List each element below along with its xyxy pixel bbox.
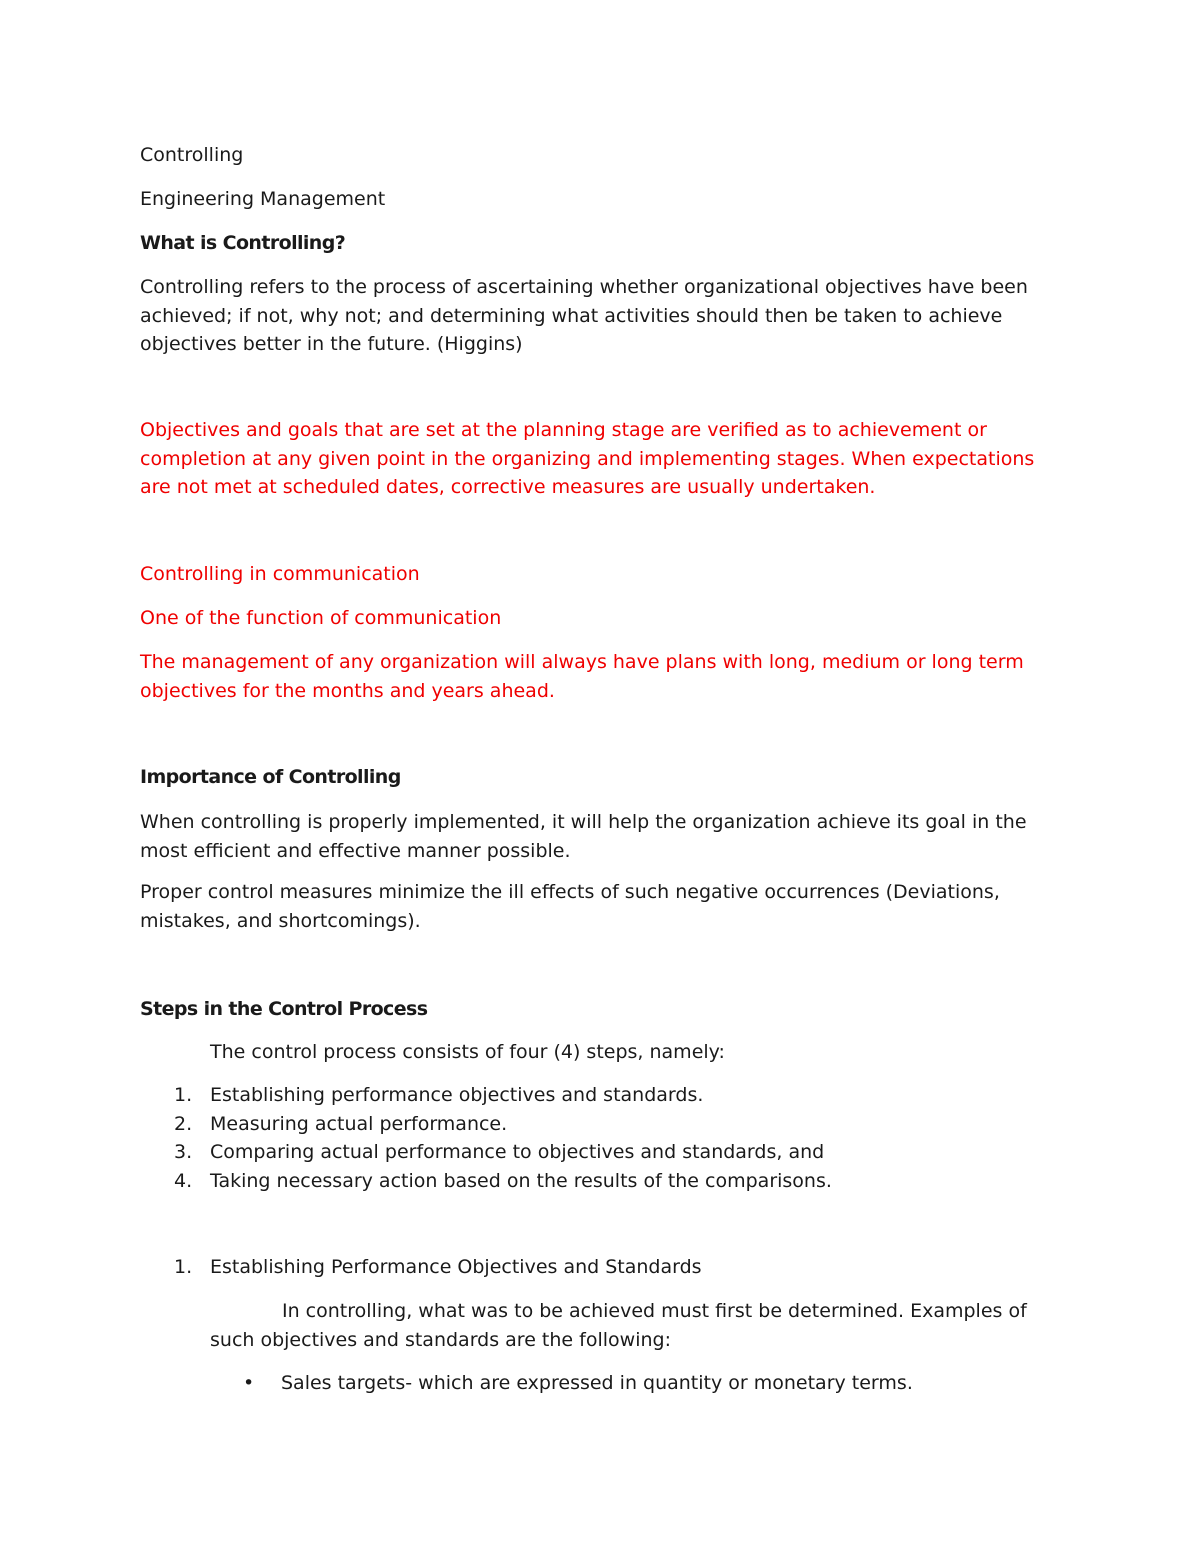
- document-subtitle: Engineering Management: [140, 188, 386, 210]
- list-item-text: Measuring actual performance.: [210, 1112, 508, 1135]
- list-item-number: 4.: [174, 1169, 193, 1192]
- management-plans-paragraph: The management of any organization will always have plans with long, medium or long term objectives for the months and years ahead.: [140, 651, 1024, 702]
- list-item-number: 2.: [174, 1112, 193, 1135]
- step-one-list: [140, 1253, 1040, 1282]
- list-item-text: Taking necessary action based on the results of the comparisons.: [210, 1169, 832, 1192]
- document-title: Controlling: [140, 144, 244, 166]
- list-item-number: 1.: [174, 1084, 193, 1106]
- heading-what-is-controlling: What is Controlling?: [140, 232, 346, 254]
- controlling-in-communication-line: Controlling in communication: [140, 563, 420, 585]
- list-item: [140, 1253, 1040, 1282]
- function-of-communication-line: One of the function of communication: [140, 607, 502, 629]
- list-item-number: 1.: [174, 1256, 193, 1278]
- list-item: [140, 1167, 1040, 1196]
- heading-steps-in-control-process: Steps in the Control Process: [140, 998, 428, 1020]
- list-item-text: Comparing actual performance to objectives and standards, and: [210, 1141, 825, 1163]
- bullet-icon: •: [243, 1372, 255, 1394]
- list-item-number: 3.: [174, 1141, 193, 1163]
- list-item: [140, 1138, 1040, 1167]
- steps-list: [140, 1081, 1040, 1195]
- step-one-paragraph: In controlling, what was to be achieved must first be determined. Examples of such objectives and standards are the following:: [210, 1300, 1027, 1351]
- definition-paragraph: Controlling refers to the process of ascertaining whether organizational objectives have been achieved; if not, why not; and determining what activities should then be taken to achieve objectives better in the future. (Higgins): [140, 276, 1028, 355]
- importance-paragraph-1: When controlling is properly implemented, it will help the organization achieve its goal in the most efficient and effective manner possible.: [140, 811, 1027, 862]
- step-one-title: Establishing Performance Objectives and Standards: [210, 1256, 702, 1278]
- importance-paragraph-2: Proper control measures minimize the ill effects of such negative occurrences (Deviations, mistakes, and shortcomings).: [140, 881, 1000, 932]
- list-item: [140, 1110, 1040, 1139]
- list-item: [140, 1081, 1040, 1110]
- heading-importance-of-controlling: Importance of Controlling: [140, 766, 401, 788]
- bullet-item-text: Sales targets- which are expressed in quantity or monetary terms.: [281, 1372, 913, 1394]
- list-item-text: Establishing performance objectives and standards.: [210, 1084, 704, 1106]
- planning-stage-paragraph: Objectives and goals that are set at the planning stage are verified as to achievement or completion at any given point in the organizing and implementing stages. When expectations are not met at scheduled dates, corrective measures are usually undertaken.: [140, 419, 1035, 498]
- steps-intro: The control process consists of four (4) steps, namely:: [210, 1041, 725, 1063]
